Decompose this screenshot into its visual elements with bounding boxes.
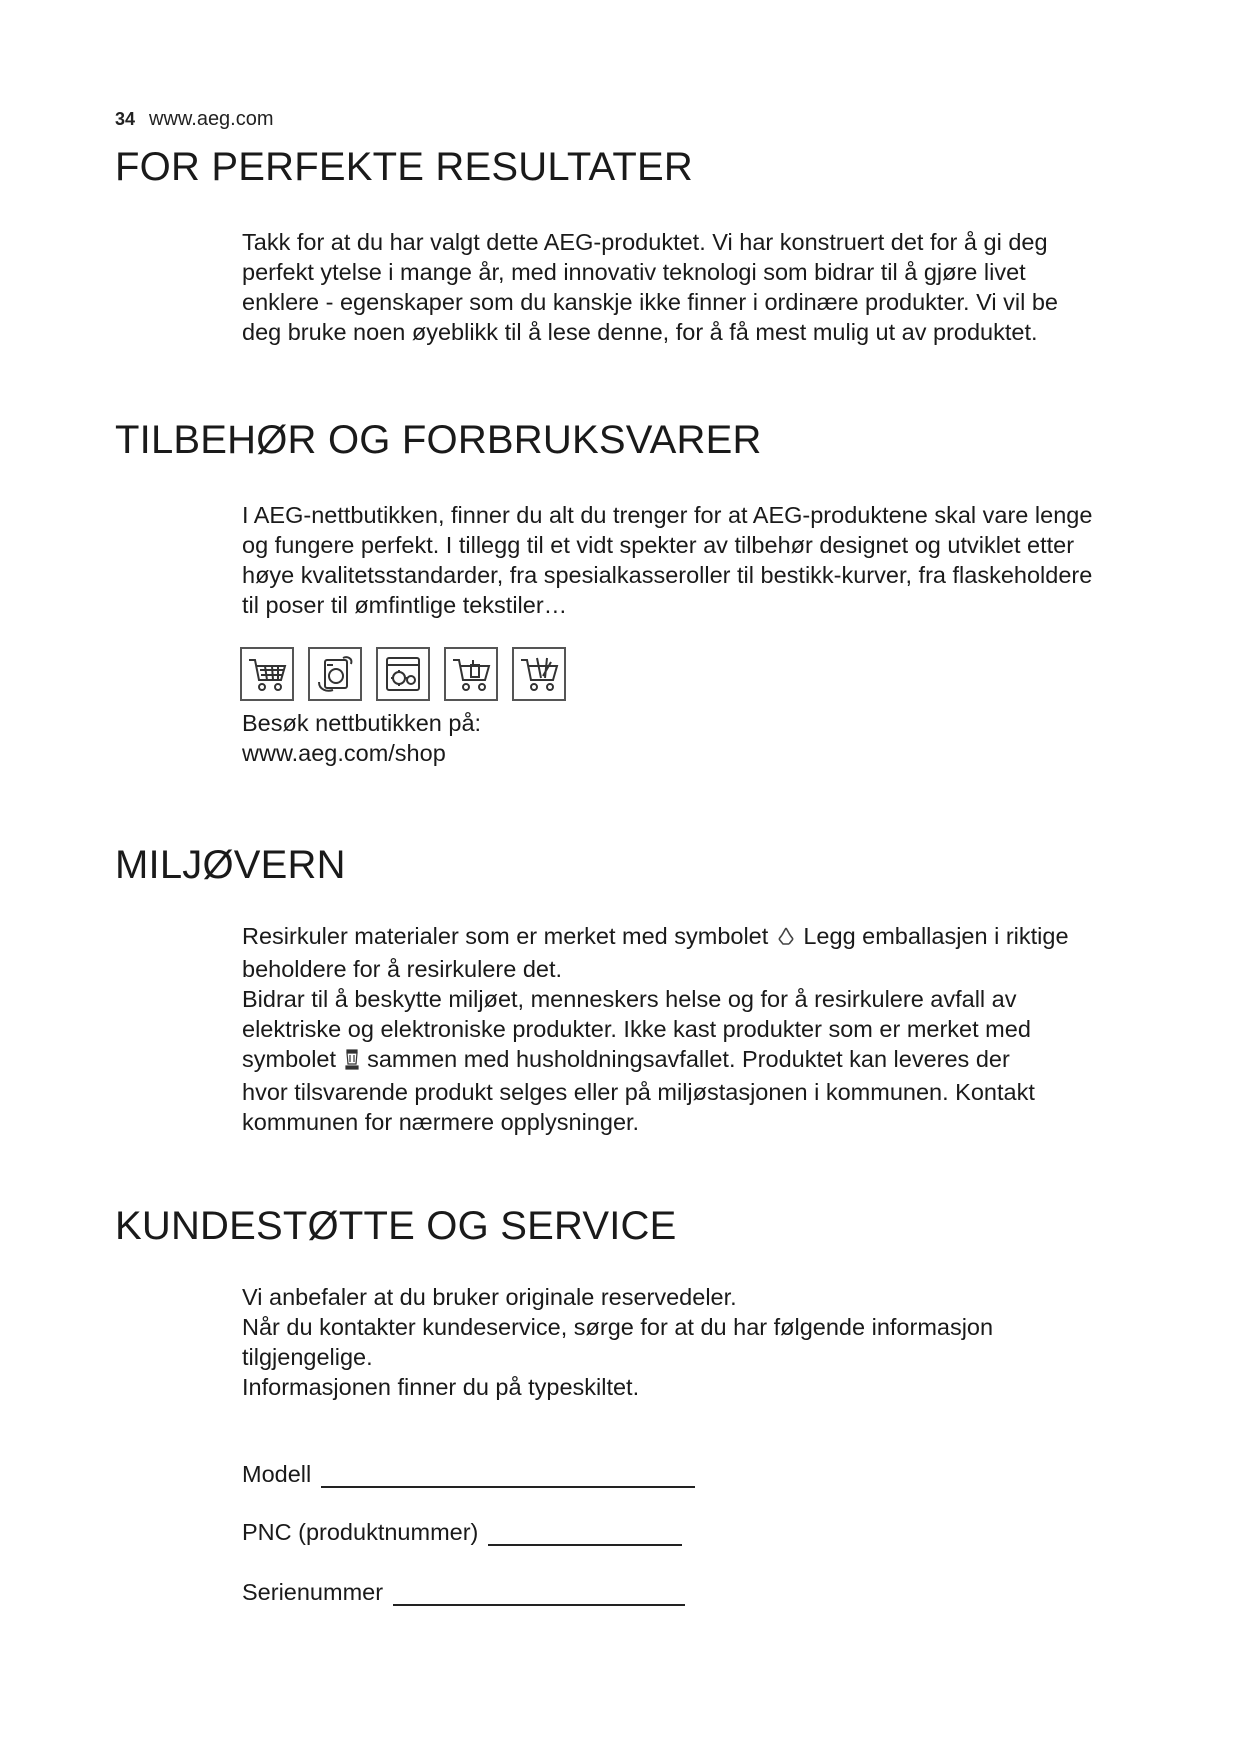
text-line: Informasjonen finner du på typeskiltet. bbox=[242, 1374, 640, 1400]
pnc-input-line[interactable] bbox=[488, 1518, 682, 1546]
text-line: Bidrar til å beskytte miljøet, menneskers helse og for å resirkulere avfall av bbox=[242, 986, 1017, 1012]
serial-input-line[interactable] bbox=[393, 1578, 685, 1606]
pnc-field-row bbox=[242, 1518, 682, 1546]
model-input-line[interactable] bbox=[321, 1460, 695, 1488]
shop-icons-row bbox=[240, 647, 566, 701]
text-line: enklere - egenskaper som du kanskje ikke finner i ordinære produkter. Vi vil be bbox=[242, 289, 1058, 315]
text-line: beholdere for å resirkulere det. bbox=[242, 956, 563, 982]
text-line: Takk for at du har valgt dette AEG-produktet. Vi har konstruert det for å gi deg bbox=[242, 229, 1048, 255]
washing-machine-icon bbox=[308, 647, 362, 701]
text-fragment: sammen med husholdningsavfallet. Produktet kan leveres der bbox=[367, 1046, 1010, 1072]
text-fragment: Legg emballasjen i riktige bbox=[803, 923, 1069, 949]
text-line bbox=[242, 1044, 1172, 1077]
text-line: Vi anbefaler at du bruker originale reservedeler. bbox=[242, 1284, 737, 1310]
model-field-row bbox=[242, 1460, 695, 1488]
text-line: hvor tilsvarende produkt selges eller på miljøstasjonen i kommunen. Kontakt bbox=[242, 1079, 1035, 1105]
section-body-support bbox=[242, 1282, 1172, 1402]
text-line: Når du kontakter kundeservice, sørge for at du har følgende informasjon bbox=[242, 1314, 994, 1340]
page-header bbox=[115, 108, 274, 131]
section-title-support: KUNDESTØTTE OG SERVICE bbox=[115, 1204, 677, 1248]
header-url[interactable]: www.aeg.com bbox=[149, 108, 274, 130]
serial-field-row bbox=[242, 1578, 685, 1606]
text-line: til poser til ømfintlige tekstiler… bbox=[242, 592, 568, 618]
section-body-accessories bbox=[242, 500, 1172, 620]
text-line: I AEG-nettbutikken, finner du alt du trenger for at AEG-produktene skal vare lenge bbox=[242, 502, 1093, 528]
text-line: høye kvalitetsstandarder, fra spesialkasseroller til bestikk-kurver, fra flaskeholdere bbox=[242, 562, 1093, 588]
recycle-icon bbox=[775, 924, 797, 954]
shop-visit-label: Besøk nettbutikken på: bbox=[242, 710, 482, 736]
section-body-results bbox=[242, 227, 1172, 347]
text-fragment: Resirkuler materialer som er merket med symbolet bbox=[242, 923, 769, 949]
model-label: Modell bbox=[242, 1461, 312, 1487]
text-line: deg bruke noen øyeblikk til å lese denne, for å få mest mulig ut av produktet. bbox=[242, 319, 1038, 345]
section-body-environment bbox=[242, 921, 1172, 1137]
crossed-bin-icon bbox=[343, 1047, 361, 1077]
text-line: perfekt ytelse i mange år, med innovativ teknologi som bidrar til å gjøre livet bbox=[242, 259, 1026, 285]
text-line: og fungere perfekt. I tillegg til et vidt spekter av tilbehør designet og utviklet etter bbox=[242, 532, 1075, 558]
page-number: 34 bbox=[115, 109, 136, 129]
text-line bbox=[242, 921, 1172, 954]
cart-tools-icon bbox=[512, 647, 566, 701]
pnc-label: PNC (produktnummer) bbox=[242, 1519, 479, 1545]
text-line: kommunen for nærmere opplysninger. bbox=[242, 1109, 640, 1135]
shopping-cart-icon bbox=[240, 647, 294, 701]
text-line: elektriske og elektroniske produkter. Ikke kast produkter som er merket med bbox=[242, 1016, 1031, 1042]
shop-visit-block bbox=[242, 708, 1172, 768]
section-title-results: FOR PERFEKTE RESULTATER bbox=[115, 145, 693, 189]
dishwasher-gears-icon bbox=[376, 647, 430, 701]
section-title-accessories: TILBEHØR OG FORBRUKSVARER bbox=[115, 418, 762, 462]
text-fragment: symbolet bbox=[242, 1046, 337, 1072]
cart-bottle-icon bbox=[444, 647, 498, 701]
text-line: tilgjengelige. bbox=[242, 1344, 373, 1370]
section-title-environment: MILJØVERN bbox=[115, 843, 346, 887]
serial-label: Serienummer bbox=[242, 1579, 384, 1605]
shop-url-link[interactable]: www.aeg.com/shop bbox=[242, 740, 446, 766]
